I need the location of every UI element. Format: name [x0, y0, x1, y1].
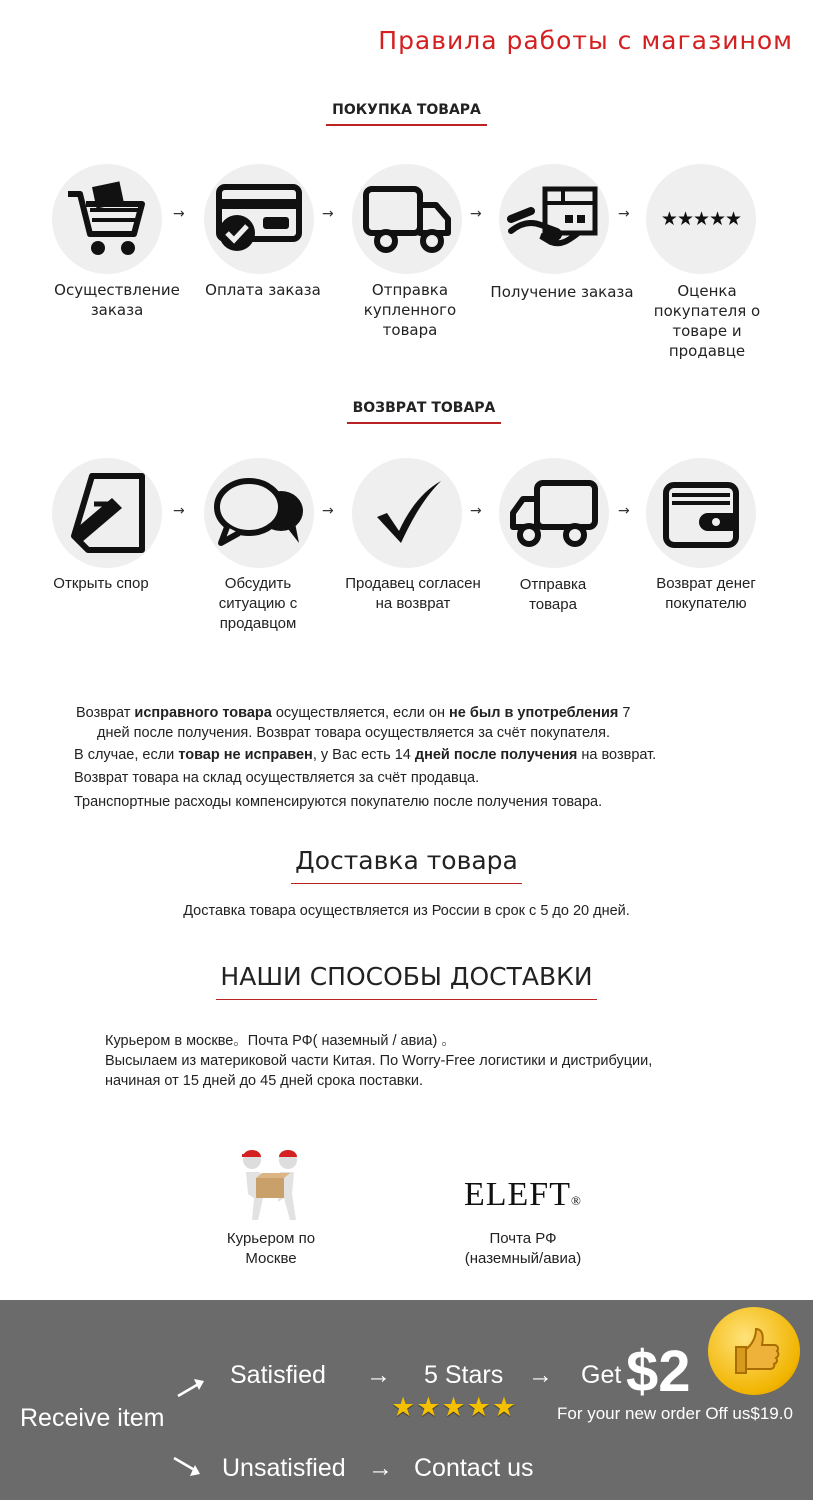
chat-bubbles-icon	[211, 473, 307, 553]
thumbs-up-icon	[726, 1323, 782, 1379]
unsatisfied-text: Unsatisfied	[222, 1454, 346, 1482]
five-stars-icon: ★★★★★	[660, 208, 742, 230]
return-policy-line: Возврат товара на склад осуществляется за счёт продавца.	[74, 770, 480, 786]
step-label: Обсудить ситуацию с продавцом	[218, 575, 298, 632]
step-arrow: →	[618, 206, 630, 222]
methods-line: Высылаем из матeриковой части Китая. По Worry-Free логистики и дистрибуции,	[105, 1053, 653, 1069]
rating-step	[646, 164, 756, 274]
methods-line: начиная от 15 дней до 45 дней срока поставки.	[105, 1073, 423, 1089]
payment-step	[204, 164, 314, 274]
post-logo: ELEFT®	[464, 1176, 582, 1213]
step-arrow: →	[322, 206, 334, 222]
step-label: Осуществление заказа	[54, 281, 180, 319]
credit-card-icon	[213, 179, 305, 259]
step-arrow: →	[470, 503, 482, 519]
flow-arrow: →	[528, 1361, 553, 1389]
courier-label: Курьером по Москве	[226, 1230, 316, 1267]
shipping-step	[352, 164, 462, 274]
return-policy-line: Возврат исправного товара осуществляется, если он не был в употребления 7	[76, 705, 631, 721]
flow-arrow: →	[368, 1454, 393, 1482]
package-hand-icon	[507, 179, 601, 259]
dispute-document-icon	[64, 470, 150, 556]
shopping-cart-icon	[64, 176, 150, 262]
step-arrow: →	[322, 503, 334, 519]
step-label: Отправка купленного товара	[363, 281, 457, 339]
couriers-carrying-box-icon	[234, 1148, 306, 1222]
step-label: Оплата заказа	[205, 281, 321, 299]
page-title: Правила работы с магазином	[378, 26, 793, 55]
dispute-step	[52, 458, 162, 568]
gold-stars-icon: ★★★★★	[391, 1392, 518, 1422]
flow-arrow: →	[366, 1361, 391, 1389]
receive-item-text: Receive item	[20, 1404, 165, 1432]
five-stars-text: 5 Stars	[424, 1361, 504, 1389]
thumbs-up-badge	[708, 1307, 800, 1395]
step-label: Оценка покупателя о товаре и продавце	[653, 282, 761, 360]
step-label: Получение заказа	[490, 283, 634, 301]
return-policy-line: В случае, если товар не исправен, у Вас есть 14 дней после получения на возврат.	[74, 747, 657, 763]
feedback-banner	[0, 1300, 813, 1500]
contact-us-text: Contact us	[414, 1454, 534, 1482]
methods-line: Курьером в москве。Почта РФ( наземный / авиа) 。	[105, 1033, 456, 1049]
delivery-truck-icon	[360, 181, 454, 257]
return-heading: ВОЗВРАТ ТОВАРА	[0, 400, 813, 424]
arrow-up-right-icon	[176, 1376, 208, 1398]
seller-agree-step	[352, 458, 462, 568]
refund-step	[646, 458, 756, 568]
step-arrow: →	[173, 503, 185, 519]
receive-step	[499, 164, 609, 274]
step-label: Возврат денег покупателю	[656, 575, 756, 612]
return-shipping-step	[499, 458, 609, 568]
purchase-heading: ПОКУПКА ТОВАРА	[0, 102, 813, 126]
discuss-step	[204, 458, 314, 568]
post-label: Почта РФ (наземный/авиа)	[464, 1230, 582, 1267]
satisfied-text: Satisfied	[230, 1361, 326, 1389]
step-arrow: →	[618, 503, 630, 519]
return-policy-line: дней после получения. Возврат товара осуществляется за счёт покупателя.	[97, 725, 610, 741]
wallet-icon	[658, 473, 744, 553]
order-step	[52, 164, 162, 274]
get-text: Get	[581, 1361, 622, 1389]
reward-amount: $2	[626, 1339, 691, 1404]
step-arrow: →	[173, 206, 185, 222]
methods-heading: НАШИ СПОСОБЫ ДОСТАВКИ	[0, 962, 813, 1000]
checkmark-icon	[367, 473, 447, 553]
delivery-text: Доставка товара осуществляется из России в срок с 5 до 20 дней.	[183, 903, 630, 919]
step-label: Отправка товара	[519, 576, 587, 613]
courier-illustration	[234, 1148, 306, 1222]
delivery-truck-icon	[507, 475, 601, 551]
step-label: Продавец согласен на возврат	[345, 575, 481, 612]
offer-text: For your new order Off us$19.0	[557, 1404, 793, 1423]
step-label: Открыть спор	[53, 575, 149, 592]
step-arrow: →	[470, 206, 482, 222]
arrow-down-right-icon	[172, 1456, 204, 1478]
delivery-heading: Доставка товара	[0, 846, 813, 884]
return-policy-line: Транспортные расходы компенсируются покупателю после получения товара.	[74, 794, 603, 810]
